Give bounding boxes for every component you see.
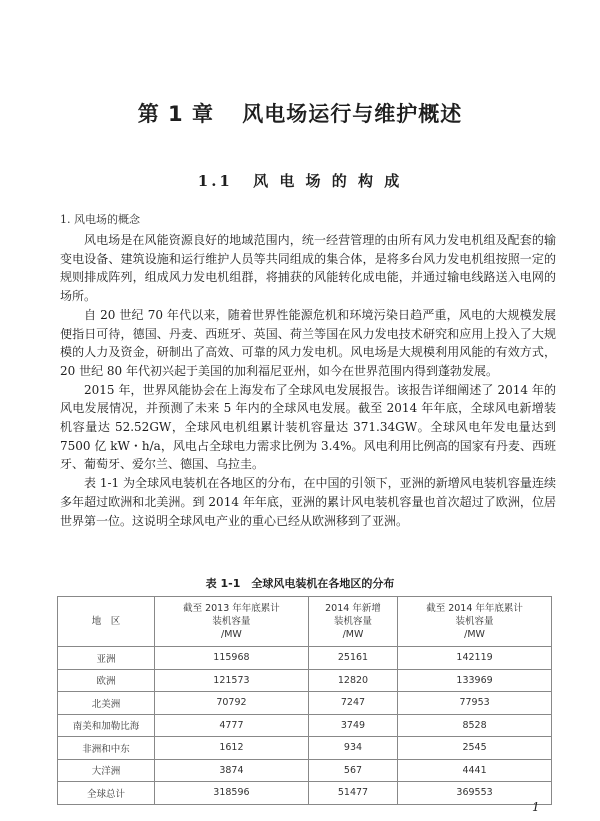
- paragraph: 自 20 世纪 70 年代以来，随着世界性能源危机和环境污染日趋严重，风电的大规模发展便指日可待，德国、丹麦、西班牙、英国、荷兰等国在风力发电技术研究和应用上投入了大规模的人力及资金，研制出了高效、可靠的风力发电机。风电场是大规模利用风能的有效方式，20 世纪 80 年代初兴起于美国的加利福尼亚州，如今在世界范围内得到蓬勃发展。: [60, 307, 556, 378]
- cell-2013: 318596: [155, 782, 309, 805]
- cell-region: 大洋洲: [58, 759, 155, 782]
- cell-2014-new: 934: [308, 737, 397, 760]
- cell-2013: 4777: [155, 714, 309, 737]
- cell-2014-total: 8528: [398, 714, 552, 737]
- cell-region: 非洲和中东: [58, 737, 155, 760]
- cell-2013: 115968: [155, 647, 309, 670]
- table-row-total: [58, 782, 552, 805]
- page-number: 1: [532, 800, 540, 814]
- cell-2014-new: 51477: [308, 782, 397, 805]
- table-row: [58, 669, 552, 692]
- paragraph: 2015 年，世界风能协会在上海发布了全球风电发展报告。该报告详细阐述了 2014 年的风电发展情况，并预测了未来 5 年内的全球风电发展。截至 2014 年年底，全球风电新增装机容量达 52.52GW，全球风电机组累计装机容量达 371.34GW。全球风电年发电量达到 7500 亿 kW・h/a，风电占全球电力需求比例为 3.4%。风电利用比例高的国家有丹麦、西班牙、葡萄牙、爱尔兰、德国、乌拉圭。: [60, 382, 556, 472]
- cell-2014-total: 2545: [398, 737, 552, 760]
- cell-2014-total: 142119: [398, 647, 552, 670]
- section-name: 风 电 场 的 构 成: [253, 172, 403, 190]
- chapter-name: 风电场运行与维护概述: [242, 102, 463, 126]
- chapter-number: 第 1 章: [137, 102, 214, 126]
- header-region: 地 区: [58, 597, 155, 647]
- chapter-title: [0, 98, 600, 128]
- cell-region: 北美洲: [58, 692, 155, 715]
- table-row: [58, 692, 552, 715]
- cell-region: 欧洲: [58, 669, 155, 692]
- cell-region: 亚洲: [58, 647, 155, 670]
- cell-2013: 1612: [155, 737, 309, 760]
- table-row: [58, 714, 552, 737]
- paragraph: 表 1-1 为全球风电装机在各地区的分布，在中国的引领下，亚洲的新增风电装机容量连续多年超过欧洲和北美洲。到 2014 年年底，亚洲的累计风电装机容量也首次超过了欧洲，位居世界第一位。这说明全球风电产业的重心已经从欧洲移到了亚洲。: [60, 476, 556, 528]
- section-number: 1.1: [197, 172, 233, 190]
- table-row: [58, 759, 552, 782]
- cell-2014-total: 369553: [398, 782, 552, 805]
- cell-2014-new: 12820: [308, 669, 397, 692]
- wind-capacity-table: [57, 596, 552, 805]
- cell-2013: 70792: [155, 692, 309, 715]
- table-row: [58, 647, 552, 670]
- cell-2014-new: 3749: [308, 714, 397, 737]
- cell-2014-total: 77953: [398, 692, 552, 715]
- table-caption: 表 1-1 全球风电装机在各地区的分布: [205, 577, 395, 590]
- table-header-row: [58, 597, 552, 647]
- cell-2014-new: 7247: [308, 692, 397, 715]
- cell-region: 南美和加勒比海: [58, 714, 155, 737]
- section-title: [0, 170, 600, 191]
- body-text: [60, 231, 556, 530]
- cell-2014-total: 133969: [398, 669, 552, 692]
- table-row: [58, 737, 552, 760]
- cell-2013: 3874: [155, 759, 309, 782]
- header-2013-cumulative: 截至 2013 年年底累计 装机容量 /MW: [155, 597, 309, 647]
- cell-2014-total: 4441: [398, 759, 552, 782]
- cell-2014-new: 567: [308, 759, 397, 782]
- cell-2013: 121573: [155, 669, 309, 692]
- subheading: 1. 风电场的概念: [60, 213, 140, 226]
- header-2014-new: 2014 年新增 装机容量 /MW: [308, 597, 397, 647]
- header-2014-cumulative: 截至 2014 年年底累计 装机容量 /MW: [398, 597, 552, 647]
- cell-region: 全球总计: [58, 782, 155, 805]
- paragraph: 风电场是在风能资源良好的地域范围内，统一经营管理的由所有风力发电机组及配套的输变电设备、建筑设施和运行维护人员等共同组成的集合体，是将多台风力发电机组按照一定的规则排成阵列，组成风力发电机组群，将捕获的风能转化成电能，并通过输电线路送入电网的场所。: [60, 233, 556, 304]
- cell-2014-new: 25161: [308, 647, 397, 670]
